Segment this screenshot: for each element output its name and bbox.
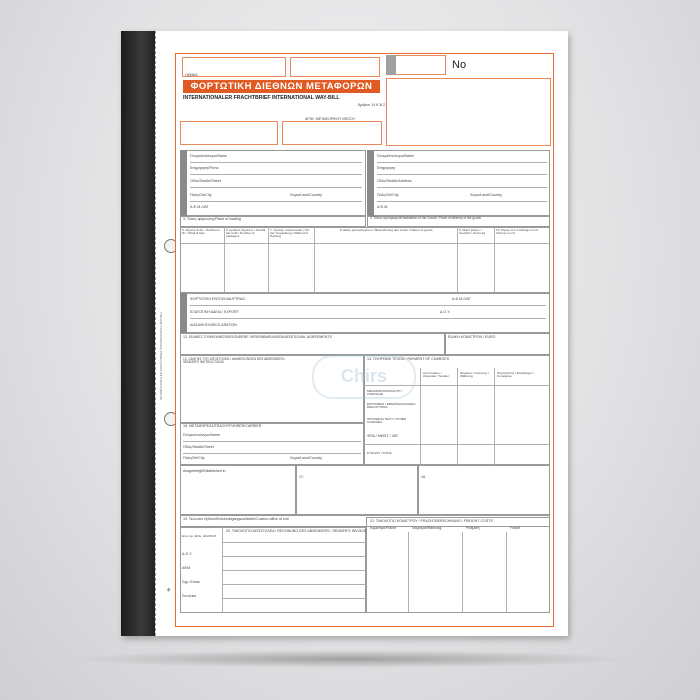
charges-row-deductions: ΕΚΠΤΩΣΕΙΣ / ERMÄSSIGUNGEN / DEDUCTIONS bbox=[367, 402, 417, 410]
carrier-block bbox=[180, 423, 364, 465]
customs-vat: Α.Φ.Μ./VAT bbox=[452, 297, 471, 301]
consignee-name: Όνομα/επώνυμο/Name bbox=[377, 154, 414, 158]
perforation-line bbox=[155, 31, 158, 636]
customs-sidebar bbox=[180, 293, 187, 333]
form-title-english: INTERNATIONALER FRACHTBRIEF INTERNATIONAL WAY-BILL bbox=[183, 95, 340, 101]
carrier-header: 16. ΜΕΤΑΦΟΡΕΑΣ/FRACHTFÜHRER/CARRIER bbox=[183, 424, 262, 428]
charges-col-currency: Νόμισμα / Currency / Währung bbox=[460, 371, 489, 379]
customs-tax-office: Δ.Ο.Υ. bbox=[440, 310, 451, 314]
sender-street: Οδός/Straße/Street bbox=[190, 179, 221, 183]
margin-print: INTERNATIONALER FRACHTBRIEF INTERNATIONAL WAY-BILL bbox=[159, 311, 163, 400]
charges-col-sender: Αποστολέας / Absender / Sender bbox=[423, 371, 449, 379]
charges-col-consignee: Παραλήπτης / Empfänger / Consignee bbox=[497, 371, 534, 379]
customs-row-3: ΔΙΑΣΑΦΗΣΗ/DECLARATION bbox=[190, 323, 237, 327]
header-box-3 bbox=[180, 121, 278, 145]
carrier-city: Πόλη/Ort/City bbox=[183, 456, 205, 460]
box-21-col-1: Κομιστρο/Fracht bbox=[370, 526, 397, 530]
bottom-left-4: Σημ. Επισκ. bbox=[182, 580, 201, 584]
charges-row-total: ΣΥΝΟΛΟ / TOTAL bbox=[367, 451, 393, 455]
goods-col-packages: 6. Αριθμός δεμάτων / Anzahl der Colli / Number of packages bbox=[226, 228, 266, 239]
vehicle-box bbox=[282, 121, 382, 145]
consignee-country: Χώρα/Land/Country bbox=[470, 193, 502, 197]
watermark-text: Chirs bbox=[340, 366, 387, 386]
customs-row-1: ΦΟΡΤΩΤΙΚΗ ΕΝΤΟΛΗ/AUFTRAG bbox=[190, 297, 246, 301]
box-13-label: 13. ΟΔΗΓΙΕΣ ΤΟΥ ΑΠΟΣΤΟΛΕΑ / ANWEISUNGEN DES ABSENDERS / SENDER'S INSTRUCTIONS bbox=[183, 357, 286, 365]
consignee-vat: Α.Φ.Μ. bbox=[377, 205, 389, 209]
bottom-left-5: Συνολικό bbox=[182, 594, 197, 598]
box-21-label: 21. ΤΙΜΟΛΟΓΙΟ ΚΟΜΙΣΤΡΟΥ / FRACHTBERECHNUNG / FREIGHT COSTS bbox=[370, 519, 493, 523]
bottom-left-3: ΑΦΜ bbox=[182, 566, 191, 570]
form-title-band bbox=[183, 80, 380, 93]
consignee-street: Οδός/Straße/Address bbox=[377, 179, 412, 183]
header-box-2 bbox=[290, 57, 380, 77]
sender-company: Επιχείρηση/Firma bbox=[190, 166, 219, 170]
number-label: No bbox=[452, 59, 467, 71]
form-title-greek: ΦΟΡΤΩΤΙΚΗ ΔΙΕΘΝΩΝ ΜΕΤΑΦΟΡΩΝ bbox=[190, 81, 373, 92]
box-4-label: 4. Τόπος προορισμού/Destination of the Goods / Place of delivery of the goods bbox=[370, 216, 482, 220]
box-14-label: 14. ΠΛΗΡΩΜΗ ΤΕΛΩΝ / PAYMENT OF CHARGES bbox=[367, 357, 449, 361]
box-20-label: 20. ΤΙΜΟΛΟΓΙΟ ΑΠΟΣΤΟΛΕΑ / RECHNUNG DES ABSENDERS / SENDER'S INVOICE bbox=[226, 529, 367, 533]
stamp-box bbox=[386, 78, 551, 146]
charges-row-other: ΠΡΟΣΘΕΤΑ ΤΕΛΗ / OTHER CHARGES bbox=[367, 417, 407, 425]
legal-note: Άρθρον 14 Κ.Β.Σ. bbox=[358, 103, 387, 107]
sender-sidebar bbox=[180, 150, 187, 216]
consignee-city: Πόλη/Ort/City bbox=[377, 193, 399, 197]
goods-col-marks: 5. Σήματα & Αρ. / Zeichen u. Nr. / Mark & Nos bbox=[182, 228, 221, 236]
box-12-label: 12. ΕΙΔΙΚΕΣ ΣΥΜΦΩΝΙΕΣ/BESONDERE VEREINBARUNGEN/ADDITIONAL AGREEMENTS bbox=[183, 335, 332, 339]
box-18 bbox=[418, 465, 550, 515]
number-box-tab bbox=[386, 55, 396, 75]
vehicle-label: ΑΡΙΘ. ΜΕΤΑΦΟΡΙΚΟΥ ΜΕΣΟΥ bbox=[305, 117, 356, 121]
charges-row-vat: ΦΠΑ / MWST / VAT bbox=[367, 434, 399, 438]
goods-col-weight: 9. Μικτό βάρος / Gewicht / Gross kg bbox=[459, 228, 486, 236]
consignee-company: Επιχείρηση bbox=[377, 166, 396, 170]
carrier-street: Οδός/Straße/Street bbox=[183, 445, 214, 449]
publisher-mark: ⚜ bbox=[166, 588, 172, 594]
box-18-label: 18. bbox=[421, 475, 426, 479]
box-21-col-3: Ρύθμιση bbox=[466, 526, 480, 530]
drop-shadow bbox=[70, 650, 630, 668]
box-19-label: 19. Τελωνείο εξόδου/Einfuhrabgangszollstelle/Custom office of exit bbox=[183, 517, 289, 521]
box-3-label: 3. Τόπος φόρτωσης/Place of loading bbox=[183, 217, 241, 221]
box-17-label: 17. bbox=[299, 475, 304, 479]
bottom-left-2: Δ.Ο.Υ. bbox=[182, 552, 193, 556]
watermark-logo bbox=[312, 355, 416, 399]
sender-country: Χώρα/Land/Country bbox=[290, 193, 322, 197]
consignee-sidebar bbox=[367, 150, 374, 216]
box-21 bbox=[366, 517, 550, 613]
box-21-col-4: Fracht bbox=[510, 526, 521, 530]
sender-city: Πόλη/Ort/City bbox=[190, 193, 212, 197]
box-17 bbox=[296, 465, 418, 515]
established-label: Ausgefertigt/Established in bbox=[183, 469, 226, 473]
sender-vat: Α.Φ.Μ./VAT bbox=[190, 205, 209, 209]
goods-col-nature: 8. Είδος εμπορευμάτων / Bezeichnung des Gutes / Nature of goods bbox=[340, 228, 433, 232]
cod-label: ΕΙΔΙΚΗ ΚΟΜΙΣΤΡΟΝ / EURO bbox=[448, 335, 496, 339]
customs-row-2: ΕΞΑΓΩΓΙΚΗ ΑΔΕΙΑ / EXPORT bbox=[190, 310, 239, 314]
carrier-name: Όνομα/επώνυμο/Name bbox=[183, 433, 220, 437]
binding-spine bbox=[121, 31, 155, 636]
sender-name: Όνομα/επώνυμο/Name bbox=[190, 154, 227, 158]
charges-row-carriage: ΜΕΤΑΦΟΡΙΚΟ/FRACHT / CARRIAGE bbox=[367, 389, 403, 397]
goods-col-packing: 7. Τρόπος συσκευασίας / Art der Verpackung / Method of Packing bbox=[270, 228, 310, 239]
carrier-country: Χώρα/Land/Country bbox=[290, 456, 322, 460]
bottom-left-1: Ετος αρ. ΕΚΔ., ΕΝΑΡΞΗ bbox=[182, 534, 217, 538]
date-label: ΗΜ/ΝΙΑ bbox=[185, 73, 198, 77]
goods-col-volume: 10. Όγκος m3 / Umfang in m3 / Volume in m3 bbox=[496, 228, 539, 236]
box-21-col-2: Νόμισμα/Währung bbox=[412, 526, 442, 530]
